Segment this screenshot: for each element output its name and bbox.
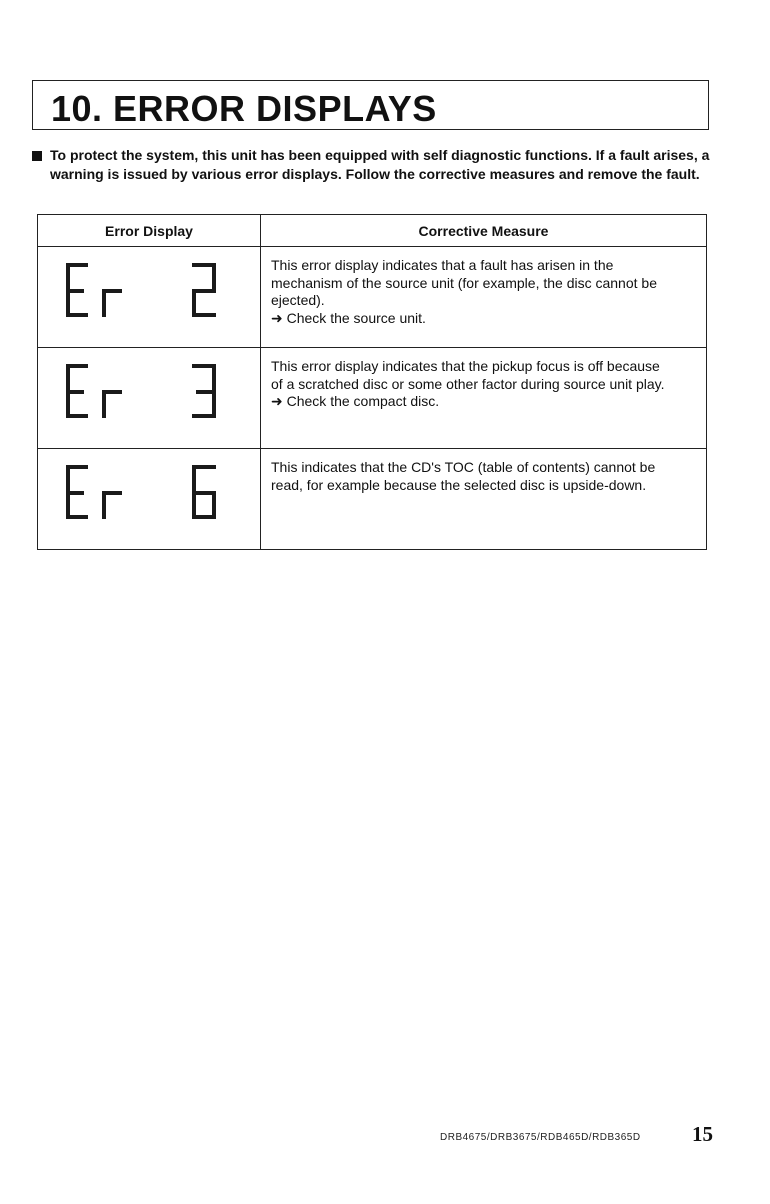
table-header-row	[38, 215, 707, 247]
table-row	[38, 449, 707, 550]
table-row	[38, 247, 707, 348]
corrective-measure-cell	[261, 449, 707, 550]
page-number: 15	[692, 1122, 713, 1146]
measure-line: This error display indicates that the pickup focus is off because	[271, 358, 660, 374]
corrective-measure-cell	[261, 247, 707, 348]
header-corrective-measure: Corrective Measure	[261, 215, 707, 247]
bullet-square-icon	[32, 151, 42, 161]
table-row	[38, 348, 707, 449]
measure-line: mechanism of the source unit (for example, the disc cannot be	[271, 274, 657, 291]
intro-paragraph	[32, 146, 714, 184]
corrective-measure-cell	[261, 348, 707, 449]
measure-line: ejected).	[271, 292, 325, 308]
error-display-cell	[38, 348, 261, 449]
section-title: 10. ERROR DISPLAYS	[51, 88, 437, 129]
footer-model-numbers: DRB4675/DRB3675/RDB465D/RDB365D	[440, 1132, 641, 1143]
measure-line: This indicates that the CD's TOC (table of contents) cannot be	[271, 459, 656, 475]
error-display-table	[37, 214, 707, 550]
measure-line: read, for example because the selected disc is upside-down.	[271, 476, 647, 493]
error-display-cell	[38, 247, 261, 348]
segment-display-er2	[62, 257, 232, 327]
error-display-cell	[38, 449, 261, 550]
measure-line-check: ➜ Check the source unit.	[271, 309, 426, 326]
segment-display-er6	[62, 459, 232, 529]
measure-line: This error display indicates that a fault has arisen in the	[271, 257, 614, 273]
intro-text: To protect the system, this unit has been equipped with self diagnostic functions. If a fault arises, a warning is issued by various error displays. Follow the corrective measures and remove the fault.	[50, 147, 710, 182]
segment-display-er3	[62, 358, 232, 428]
section-title-box	[32, 80, 709, 130]
header-error-display: Error Display	[38, 215, 261, 247]
measure-line-check: ➜ Check the compact disc.	[271, 393, 440, 409]
measure-line: of a scratched disc or some other factor during source unit play.	[271, 375, 665, 392]
